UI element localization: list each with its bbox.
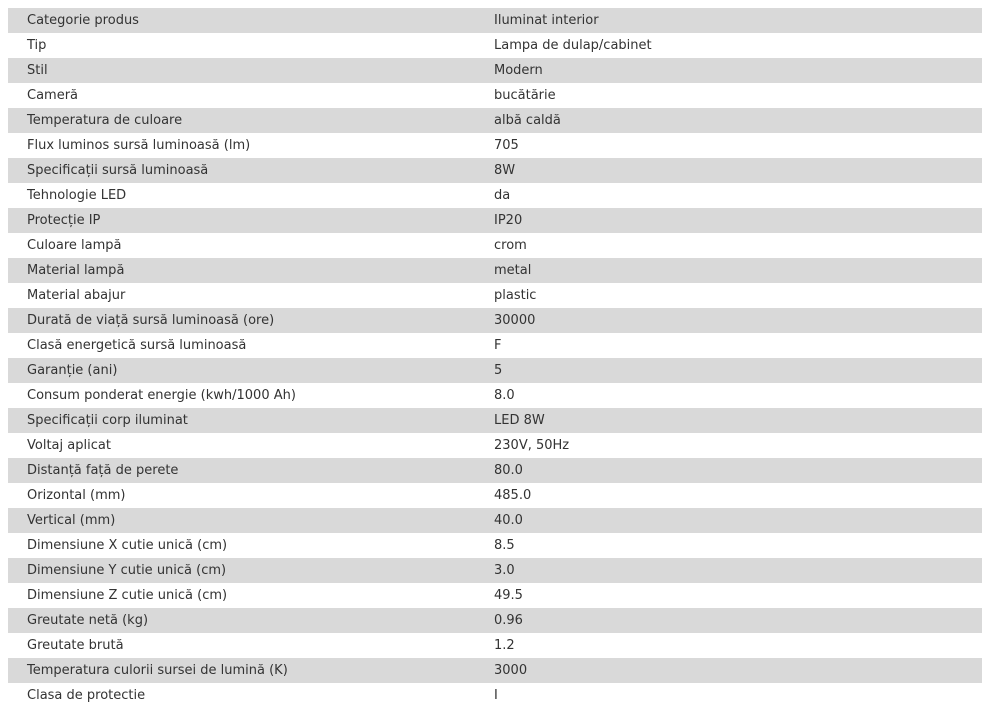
spec-label: Vertical (mm) — [8, 508, 475, 533]
spec-label: Protecție IP — [8, 208, 475, 233]
spec-value: plastic — [475, 283, 982, 308]
spec-row — [8, 358, 982, 383]
spec-label: Orizontal (mm) — [8, 483, 475, 508]
spec-row — [8, 283, 982, 308]
spec-value: 8.5 — [475, 533, 982, 558]
spec-row — [8, 233, 982, 258]
spec-value: F — [475, 333, 982, 358]
spec-row — [8, 508, 982, 533]
spec-value: 5 — [475, 358, 982, 383]
spec-row — [8, 558, 982, 583]
spec-label: Tehnologie LED — [8, 183, 475, 208]
spec-row — [8, 483, 982, 508]
spec-row — [8, 208, 982, 233]
spec-row — [8, 158, 982, 183]
spec-value: Modern — [475, 58, 982, 83]
spec-row — [8, 8, 982, 33]
spec-label: Voltaj aplicat — [8, 433, 475, 458]
spec-label: Temperatura de culoare — [8, 108, 475, 133]
spec-label: Clasa de protectie — [8, 683, 475, 708]
spec-value: Iluminat interior — [475, 8, 982, 33]
spec-value: da — [475, 183, 982, 208]
spec-label: Flux luminos sursă luminoasă (lm) — [8, 133, 475, 158]
spec-label: Culoare lampă — [8, 233, 475, 258]
spec-label: Greutate netă (kg) — [8, 608, 475, 633]
spec-row — [8, 383, 982, 408]
specifications-table — [8, 8, 982, 708]
spec-row — [8, 333, 982, 358]
spec-value: 230V, 50Hz — [475, 433, 982, 458]
spec-row — [8, 658, 982, 683]
spec-label: Material abajur — [8, 283, 475, 308]
spec-label: Cameră — [8, 83, 475, 108]
spec-value: bucătărie — [475, 83, 982, 108]
spec-label: Specificații sursă luminoasă — [8, 158, 475, 183]
spec-value: 1.2 — [475, 633, 982, 658]
spec-row — [8, 258, 982, 283]
spec-value: metal — [475, 258, 982, 283]
spec-value: 705 — [475, 133, 982, 158]
spec-label: Dimensiune Y cutie unică (cm) — [8, 558, 475, 583]
spec-row — [8, 683, 982, 708]
spec-row — [8, 183, 982, 208]
spec-value: 3000 — [475, 658, 982, 683]
spec-value: 0.96 — [475, 608, 982, 633]
spec-label: Categorie produs — [8, 8, 475, 33]
spec-value: 3.0 — [475, 558, 982, 583]
spec-label: Material lampă — [8, 258, 475, 283]
spec-row — [8, 58, 982, 83]
spec-row — [8, 133, 982, 158]
spec-row — [8, 408, 982, 433]
spec-label: Dimensiune X cutie unică (cm) — [8, 533, 475, 558]
spec-row — [8, 458, 982, 483]
spec-value: 80.0 — [475, 458, 982, 483]
spec-value: 485.0 — [475, 483, 982, 508]
spec-value: albă caldă — [475, 108, 982, 133]
spec-label: Clasă energetică sursă luminoasă — [8, 333, 475, 358]
spec-label: Stil — [8, 58, 475, 83]
spec-label: Greutate brută — [8, 633, 475, 658]
spec-label: Temperatura culorii sursei de lumină (K) — [8, 658, 475, 683]
spec-value: 30000 — [475, 308, 982, 333]
spec-label: Dimensiune Z cutie unică (cm) — [8, 583, 475, 608]
spec-value: I — [475, 683, 982, 708]
spec-label: Garanție (ani) — [8, 358, 475, 383]
spec-value: crom — [475, 233, 982, 258]
spec-value: 40.0 — [475, 508, 982, 533]
spec-row — [8, 33, 982, 58]
spec-row — [8, 108, 982, 133]
spec-label: Distanță față de perete — [8, 458, 475, 483]
spec-row — [8, 608, 982, 633]
spec-label: Tip — [8, 33, 475, 58]
spec-row — [8, 83, 982, 108]
spec-value: 8.0 — [475, 383, 982, 408]
spec-value: IP20 — [475, 208, 982, 233]
spec-row — [8, 533, 982, 558]
spec-value: LED 8W — [475, 408, 982, 433]
specifications-table-body — [8, 8, 982, 708]
spec-row — [8, 308, 982, 333]
spec-row — [8, 583, 982, 608]
spec-label: Durată de viață sursă luminoasă (ore) — [8, 308, 475, 333]
spec-value: 8W — [475, 158, 982, 183]
spec-value: 49.5 — [475, 583, 982, 608]
spec-row — [8, 633, 982, 658]
spec-row — [8, 433, 982, 458]
spec-label: Consum ponderat energie (kwh/1000 Ah) — [8, 383, 475, 408]
spec-label: Specificații corp iluminat — [8, 408, 475, 433]
spec-value: Lampa de dulap/cabinet — [475, 33, 982, 58]
